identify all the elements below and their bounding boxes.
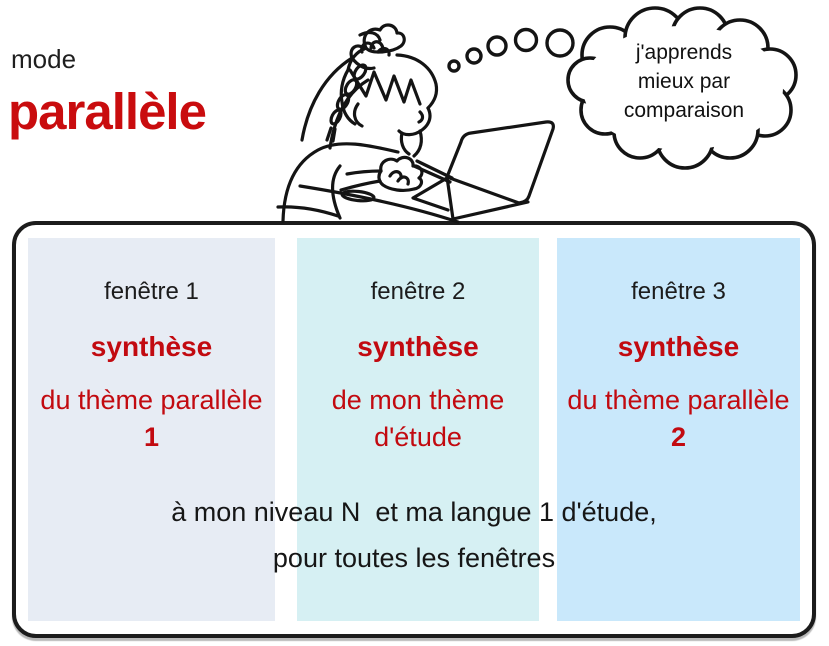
footer-line-2: pour toutes les fenêtres <box>272 543 556 573</box>
windows-panel <box>12 221 816 638</box>
window-label: fenêtre 1 <box>104 278 199 305</box>
window-label: fenêtre 2 <box>370 278 466 305</box>
cloud-line-3: comparaison <box>623 99 745 122</box>
window-detail-line1: du thème parallèle <box>40 385 263 415</box>
panel-footer <box>16 489 812 581</box>
window-detail-line1: du thème parallèle <box>567 385 790 415</box>
window-detail-line2: 1 <box>143 422 160 452</box>
window-detail <box>557 382 800 456</box>
window-detail-line2: d'étude <box>374 422 462 452</box>
window-detail <box>28 382 275 456</box>
thought-cloud-text <box>588 38 780 125</box>
page-title: parallèle <box>8 83 206 140</box>
window-heading: synthèse <box>357 331 479 362</box>
window-detail-line2: 2 <box>670 422 687 452</box>
window-heading: synthèse <box>90 331 213 362</box>
window-heading: synthèse <box>617 331 740 362</box>
window-detail-line1: de mon thème <box>331 385 505 415</box>
mode-kicker: mode <box>11 44 77 74</box>
window-label: fenêtre 3 <box>631 278 726 305</box>
window-detail <box>297 382 539 456</box>
thought-bubble-dots <box>449 30 573 72</box>
person-at-laptop-illustration <box>278 25 553 222</box>
cloud-line-2: mieux par <box>637 70 731 93</box>
cloud-line-1: j'apprends <box>635 41 733 64</box>
footer-line-1: à mon niveau N et ma langue 1 d'étude, <box>171 497 657 527</box>
